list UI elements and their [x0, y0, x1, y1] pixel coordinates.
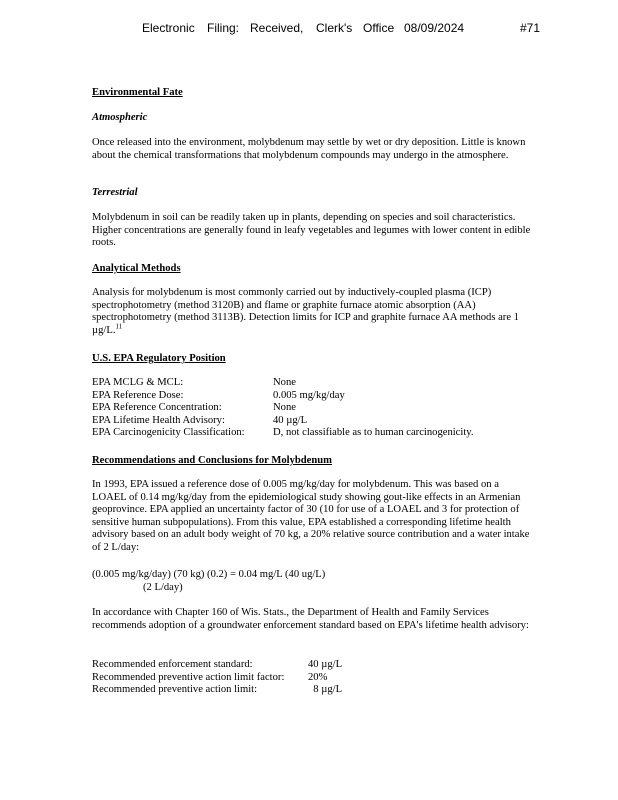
recs-paragraph-1: In 1993, EPA issued a reference dose of 0.005 mg/kg/day for molybdenum. This was based on a LOAEL of 0.14 mg/kg/day from the epidemiological study showing gout-like effects in an Armenian geoprovince. EPA applied an uncertainty factor of 30 (10 for use of a LOAEL and 3 for protection of sensitive human subpopulations). From this value, EPA established a corresponding lifetime health advisory based on an adult body weight of 70 kg, a 20% relative source contribution and a water intake of 2 L/day:: [92, 479, 530, 553]
epa-label: EPA Carcinogenicity Classification:: [92, 427, 245, 438]
atmospheric-paragraph: Once released into the environment, molybdenum may settle by wet or dry deposition. Little is known about the chemical transformations that molybdenum compounds may undergo in the atmosphere.: [92, 137, 526, 161]
analytical-paragraph: [92, 287, 532, 337]
formula-line-1: (0.005 mg/kg/day) (70 kg) (0.2) = 0.04 mg/L (40 ug/L): [92, 569, 326, 580]
recs-row: [92, 672, 532, 685]
header-word: Received,: [250, 21, 304, 35]
recs-row: [92, 659, 532, 672]
epa-value: None: [273, 377, 296, 388]
epa-row: [92, 427, 532, 440]
epa-value: None: [273, 402, 296, 413]
recs-label: Recommended enforcement standard:: [92, 659, 253, 670]
epa-heading: U.S. EPA Regulatory Position: [92, 353, 226, 364]
epa-label: EPA Reference Dose:: [92, 389, 184, 401]
header-word: Electronic: [142, 21, 195, 35]
env-fate-heading: Environmental Fate: [92, 87, 183, 98]
epa-value: 40 µg/L: [273, 414, 308, 426]
epa-label: EPA Lifetime Health Advisory:: [92, 414, 225, 426]
terrestrial-heading: Terrestrial: [92, 187, 138, 198]
epa-value: D, not classifiable as to human carcinogenicity.: [273, 427, 474, 438]
recs-paragraph-2: In accordance with Chapter 160 of Wis. Stats., the Department of Health and Family Services recommends adoption of a groundwater enforcement standard based on EPA's lifetime health advisory:: [92, 607, 529, 631]
epa-value: 0.005 mg/kg/day: [273, 389, 345, 401]
epa-table: [92, 377, 532, 440]
terrestrial-paragraph: Molybdenum in soil can be readily taken up in plants, depending on species and soil characteristics. Higher concentrations are generally found in leafy vegetables and legumes with lower content in edible roots.: [92, 212, 531, 248]
recs-row: [92, 684, 532, 697]
epa-label: EPA Reference Concentration:: [92, 402, 222, 413]
epa-label: EPA MCLG & MCL:: [92, 377, 184, 388]
formula-line-2: (2 L/day): [143, 582, 183, 593]
epa-row: [92, 377, 532, 390]
recs-value: 8 µg/L: [308, 684, 343, 695]
recs-label: Recommended preventive action limit factor:: [92, 671, 285, 683]
recs-value: 40 µg/L: [308, 659, 343, 670]
header-date: 08/09/2024: [404, 21, 465, 35]
epa-row: [92, 390, 532, 403]
header-number: #71: [520, 21, 541, 35]
recs-label: Recommended preventive action limit:: [92, 684, 258, 695]
recs-value: 20%: [308, 671, 328, 683]
analytical-text: Analysis for molybdenum is most commonly carried out by inductively-coupled plasma (ICP) spectrophotometry (method 3120B) and flame or graphite furnace atomic absorption (AA) spectrophotometry (method 3113B). Detection limits for ICP and graphite furnace AA methods are 1 µg/L.: [92, 287, 519, 336]
atmospheric-heading: Atmospheric: [92, 112, 148, 123]
analytical-heading: Analytical Methods: [92, 263, 181, 274]
epa-row: [92, 402, 532, 415]
recs-table: [92, 659, 532, 697]
footnote-ref: 11: [115, 321, 123, 330]
epa-row: [92, 415, 532, 428]
header-word: Filing:: [207, 21, 240, 35]
header-word: Clerk's: [316, 21, 353, 35]
recs-heading: Recommendations and Conclusions for Molybdenum: [92, 455, 332, 466]
header-word: Office: [363, 21, 395, 35]
